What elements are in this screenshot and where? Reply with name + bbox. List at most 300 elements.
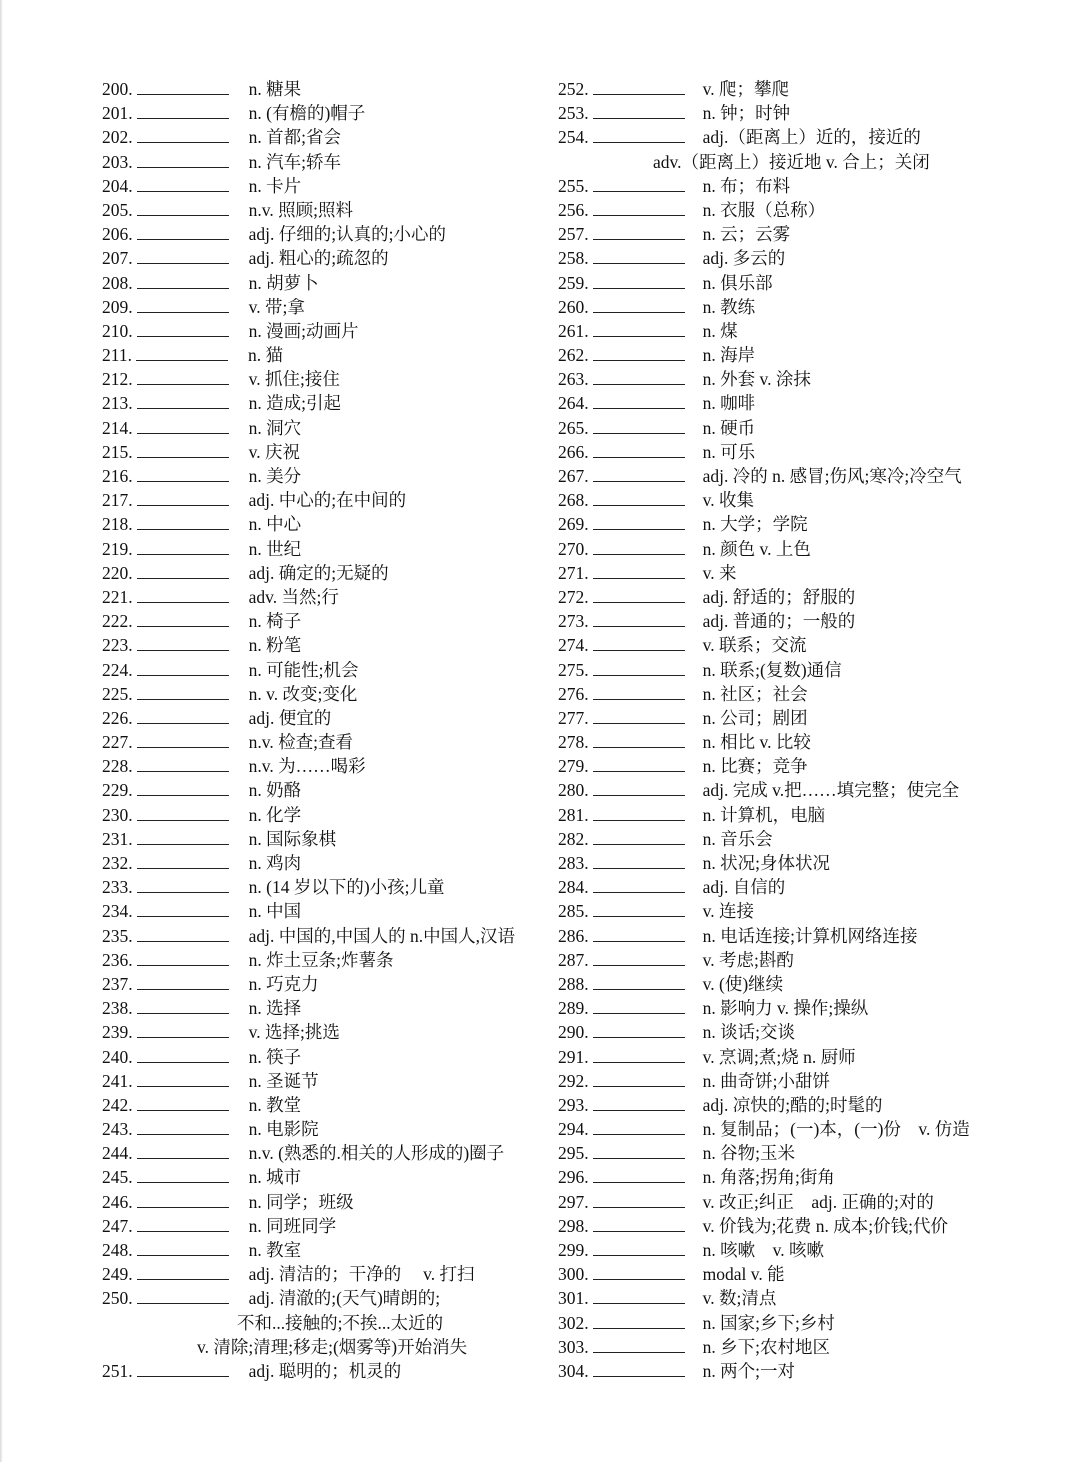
answer-blank[interactable] [137, 1045, 229, 1063]
vocab-entry [558, 391, 1058, 415]
answer-blank[interactable] [593, 222, 685, 240]
entry-number: 248. [102, 1240, 133, 1260]
vocab-entry [102, 537, 552, 561]
answer-blank[interactable] [593, 488, 685, 506]
vocab-entry [102, 1093, 552, 1117]
entry-definition: n. 炸土豆条;炸薯条 [248, 949, 394, 970]
entry-definition: n. 同班同学 [248, 1215, 337, 1236]
answer-blank[interactable] [137, 1165, 229, 1183]
entry-definition: n. 漫画;动画片 [248, 320, 359, 341]
vocab-entry [558, 101, 1058, 125]
vocab-entry [558, 1020, 1058, 1044]
vocab-entry [102, 899, 552, 923]
answer-blank[interactable] [137, 537, 229, 555]
entry-number: 258. [558, 248, 589, 269]
answer-blank[interactable] [593, 1238, 685, 1256]
entry-definition: adj. 普通的；一般的 [702, 611, 856, 632]
answer-blank[interactable] [137, 1262, 229, 1280]
entry-definition: n. 大学；学院 [702, 514, 808, 535]
answer-blank[interactable] [593, 730, 685, 748]
answer-blank[interactable] [593, 1190, 685, 1208]
entry-number: 247. [102, 1215, 133, 1236]
answer-blank[interactable] [593, 875, 685, 893]
entry-number: 203. [102, 151, 133, 172]
vocab-entry [102, 512, 552, 536]
entry-number: 286. [558, 925, 589, 946]
entry-definition: n. 咖啡 [702, 393, 756, 414]
entry-number: 238. [102, 998, 133, 1019]
answer-blank[interactable] [593, 1165, 685, 1183]
answer-blank[interactable] [137, 295, 229, 313]
entry-number: 244. [102, 1143, 133, 1164]
vocab-entry [102, 222, 552, 246]
entry-definition: adj.（距离上）近的，接近的 [702, 127, 921, 148]
entry-number: 255. [558, 175, 589, 196]
vocab-entry [558, 512, 1058, 536]
answer-blank[interactable] [137, 512, 229, 530]
answer-blank[interactable] [137, 1141, 229, 1159]
vocab-entry [558, 972, 1058, 996]
entry-number: 288. [558, 973, 589, 994]
answer-blank[interactable] [137, 198, 229, 216]
vocab-entry [102, 948, 552, 972]
entry-number: 218. [102, 514, 133, 535]
answer-blank[interactable] [593, 803, 685, 821]
answer-blank[interactable] [137, 1238, 229, 1256]
right-column [558, 77, 1058, 1383]
entry-definition: n. 复制品；(一)本，(一)份 v. 仿造 [702, 1119, 970, 1140]
entry-definition: n.v. (熟悉的.相关的人形成的)圈子 [248, 1143, 505, 1164]
entry-number: 221. [102, 586, 133, 607]
entry-number: 209. [102, 296, 133, 317]
entry-definition: n. 状况;身体状况 [702, 853, 830, 873]
answer-blank[interactable] [593, 658, 685, 676]
entry-number: 213. [102, 393, 133, 414]
entry-definition: n. 教练 [702, 296, 756, 317]
answer-blank[interactable] [593, 827, 685, 845]
entry-number: 266. [558, 441, 589, 462]
entry-definition: adj. 舒适的；舒服的 [702, 586, 856, 607]
answer-blank[interactable] [137, 609, 229, 627]
vocab-entry [102, 440, 552, 464]
entry-number: 299. [558, 1240, 589, 1260]
answer-blank[interactable] [137, 972, 229, 990]
answer-blank[interactable] [137, 271, 229, 289]
answer-blank[interactable] [137, 585, 229, 603]
entry-definition: adv.（距离上）接近地 v. 合上；关闭 [653, 151, 930, 172]
answer-blank[interactable] [593, 1069, 685, 1087]
entry-number: 302. [558, 1312, 589, 1333]
answer-blank[interactable] [137, 391, 229, 409]
vocab-entry [102, 609, 552, 633]
entry-definition: n. 音乐会 [702, 828, 773, 849]
answer-blank[interactable] [593, 924, 685, 942]
vocab-entry [558, 1311, 1058, 1335]
vocab-entry [558, 246, 1058, 270]
entry-number: 267. [558, 466, 589, 486]
entry-number: 214. [102, 417, 133, 438]
entry-definition: n. 比赛；竞争 [702, 756, 808, 777]
vocab-entry [558, 416, 1058, 440]
entry-definition: n. 同学；班级 [248, 1191, 354, 1212]
vocab-entry [558, 1165, 1058, 1189]
answer-blank[interactable] [137, 924, 229, 942]
answer-blank[interactable] [593, 633, 685, 651]
answer-blank[interactable] [593, 1262, 685, 1280]
answer-blank[interactable] [137, 464, 229, 482]
entry-definition: v. 价钱为;花费 n. 成本;价钱;代价 [702, 1215, 948, 1236]
vocab-entry [102, 1069, 552, 1093]
entry-definition: n. 世纪 [248, 538, 302, 559]
entry-number: 252. [558, 79, 589, 99]
vocab-entry [102, 633, 552, 657]
answer-blank[interactable] [137, 706, 229, 724]
vocab-entry [102, 875, 552, 899]
answer-blank[interactable] [593, 996, 685, 1014]
vocab-entry [558, 633, 1058, 657]
entry-definition: n. 美分 [248, 466, 302, 486]
vocab-entry [558, 924, 1058, 948]
vocab-entry [558, 198, 1058, 222]
vocab-entry [102, 246, 552, 270]
vocab-entry [102, 658, 552, 682]
vocab-entry [102, 174, 552, 198]
answer-blank[interactable] [593, 537, 685, 555]
answer-blank[interactable] [137, 125, 229, 143]
entry-definition: n.v. 照顾;照料 [248, 199, 353, 220]
entry-definition: n. 曲奇饼;小甜饼 [702, 1070, 830, 1091]
vocab-entry [102, 585, 552, 609]
entry-definition: n. 城市 [248, 1167, 302, 1188]
entry-number: 222. [102, 611, 133, 632]
answer-blank[interactable] [593, 198, 685, 216]
answer-blank[interactable] [137, 754, 229, 772]
entry-definition: n. 钟；时钟 [702, 103, 791, 124]
left-column [102, 77, 552, 1383]
answer-blank[interactable] [593, 585, 685, 603]
answer-blank[interactable] [593, 391, 685, 409]
entry-definition: n. 教室 [248, 1240, 302, 1260]
entry-definition: n. (14 岁以下的)小孩;儿童 [248, 877, 445, 898]
answer-blank[interactable] [137, 875, 229, 893]
answer-blank[interactable] [137, 488, 229, 506]
answer-blank[interactable] [593, 464, 685, 482]
entry-number: 287. [558, 949, 589, 970]
entry-number: 251. [102, 1360, 133, 1381]
answer-blank[interactable] [593, 440, 685, 458]
vocab-entry [558, 827, 1058, 851]
entry-definition: n.v. 为……喝彩 [248, 756, 366, 777]
vocab-entry [558, 77, 1058, 101]
entry-number: 240. [102, 1046, 133, 1067]
entry-number: 269. [558, 514, 589, 535]
entry-definition: n. 俱乐部 [702, 272, 773, 293]
answer-blank[interactable] [137, 1190, 229, 1208]
answer-blank[interactable] [593, 561, 685, 579]
entry-definition: adj. 清澈的;(天气)晴朗的; [248, 1288, 441, 1309]
vocab-entry [102, 730, 552, 754]
entry-definition: adj. 聪明的；机灵的 [248, 1360, 402, 1381]
vocab-entry [558, 778, 1058, 802]
vocab-entry [558, 1335, 1058, 1359]
vocab-entry [558, 1141, 1058, 1165]
entry-number: 273. [558, 611, 589, 632]
answer-blank[interactable] [593, 1286, 685, 1304]
entry-definition: modal v. 能 [702, 1264, 785, 1285]
entry-definition: adv. 当然;行 [248, 586, 339, 607]
answer-blank[interactable] [137, 367, 229, 385]
vocab-entry [558, 488, 1058, 512]
entry-number: 211. [102, 345, 132, 366]
answer-blank[interactable] [593, 778, 685, 796]
vocab-entry [102, 125, 552, 149]
entry-definition: v. (使)继续 [702, 973, 784, 994]
entry-number: 224. [102, 659, 133, 680]
entry-definition: v. 考虑;斟酌 [702, 949, 794, 970]
entry-number: 294. [558, 1119, 589, 1140]
entry-number: 262. [558, 345, 589, 366]
vocab-entry [558, 851, 1058, 875]
answer-blank[interactable] [593, 416, 685, 434]
entry-number: 230. [102, 804, 133, 825]
answer-blank[interactable] [593, 367, 685, 385]
answer-blank[interactable] [593, 754, 685, 772]
answer-blank[interactable] [137, 778, 229, 796]
entry-number: 254. [558, 127, 589, 148]
answer-blank[interactable] [137, 1069, 229, 1087]
entry-number: 283. [558, 853, 589, 873]
answer-blank[interactable] [137, 996, 229, 1014]
entry-number: 284. [558, 877, 589, 898]
answer-blank[interactable] [137, 1214, 229, 1232]
answer-blank[interactable] [593, 1141, 685, 1159]
vocab-entry [558, 125, 1058, 149]
entry-number: 216. [102, 466, 133, 486]
entry-number: 206. [102, 224, 133, 245]
entry-number: 261. [558, 320, 589, 341]
entry-definition: n. 圣诞节 [248, 1070, 319, 1091]
answer-blank[interactable] [593, 77, 685, 95]
entry-definition: n. 胡萝卜 [248, 272, 319, 293]
vocab-entry [558, 295, 1058, 319]
answer-blank[interactable] [593, 271, 685, 289]
vocab-entry [558, 1190, 1058, 1214]
entry-definition: n. 布；布料 [702, 175, 791, 196]
answer-blank[interactable] [137, 1359, 229, 1377]
entry-number: 263. [558, 369, 589, 390]
entry-definition: n. 国际象棋 [248, 828, 337, 849]
entry-number: 226. [102, 707, 133, 728]
entry-definition: adj. 便宜的 [248, 707, 332, 728]
vocab-entry [558, 754, 1058, 778]
answer-blank[interactable] [137, 899, 229, 917]
answer-blank[interactable] [593, 609, 685, 627]
vocab-entry [102, 488, 552, 512]
answer-blank[interactable] [137, 1093, 229, 1111]
answer-blank[interactable] [137, 222, 229, 240]
entry-number: 201. [102, 103, 133, 124]
entry-definition: n. 相比 v. 比较 [702, 732, 811, 753]
entry-number: 227. [102, 732, 133, 753]
entry-definition: n. 谈话;交谈 [702, 1022, 795, 1043]
entry-definition: n. 社区；社会 [702, 683, 808, 704]
answer-blank[interactable] [593, 972, 685, 990]
entry-definition: 不和...接触的;不挨...太近的 [237, 1312, 444, 1333]
vocab-entry [102, 464, 552, 488]
answer-blank[interactable] [593, 343, 685, 361]
entry-definition: v. 连接 [702, 901, 754, 922]
answer-blank[interactable] [137, 827, 229, 845]
answer-blank[interactable] [593, 1335, 685, 1353]
vocab-entry [558, 319, 1058, 343]
answer-blank[interactable] [593, 319, 685, 337]
entry-number: 290. [558, 1022, 589, 1043]
entry-definition: n. 外套 v. 涂抹 [702, 369, 811, 390]
vocab-entry [102, 827, 552, 851]
answer-blank[interactable] [137, 948, 229, 966]
answer-blank[interactable] [137, 246, 229, 264]
vocab-entry [558, 875, 1058, 899]
vocab-entry [102, 1262, 552, 1286]
entry-number: 237. [102, 973, 133, 994]
answer-blank[interactable] [137, 682, 229, 700]
entry-number: 272. [558, 586, 589, 607]
entry-definition: adj. 完成 v.把……填完整；使完全 [702, 780, 960, 801]
vocab-entry [102, 101, 552, 125]
entry-number: 280. [558, 780, 589, 801]
entry-number: 304. [558, 1360, 589, 1381]
vocab-entry [102, 1141, 552, 1165]
entry-number: 271. [558, 562, 589, 583]
entry-definition: n. 谷物;玉米 [702, 1143, 795, 1164]
vocab-entry [102, 1165, 552, 1189]
answer-blank[interactable] [593, 295, 685, 313]
entry-number: 291. [558, 1046, 589, 1067]
entry-number: 289. [558, 998, 589, 1019]
entry-number: 202. [102, 127, 133, 148]
answer-blank[interactable] [593, 682, 685, 700]
entry-definition: n. 筷子 [248, 1046, 302, 1067]
answer-blank[interactable] [593, 1045, 685, 1063]
answer-blank[interactable] [137, 150, 229, 168]
entry-number: 205. [102, 199, 133, 220]
answer-blank[interactable] [137, 561, 229, 579]
answer-blank[interactable] [593, 101, 685, 119]
vocab-entry [102, 1335, 552, 1359]
vocab-entry [558, 730, 1058, 754]
answer-blank[interactable] [593, 125, 685, 143]
entry-definition: adj. 仔细的;认真的;小心的 [248, 224, 446, 245]
answer-blank[interactable] [593, 899, 685, 917]
entry-number: 242. [102, 1094, 133, 1115]
answer-blank[interactable] [137, 851, 229, 869]
entry-definition: n. 粉笔 [248, 635, 302, 656]
entry-number: 233. [102, 877, 133, 898]
entry-number: 256. [558, 199, 589, 220]
vocab-entry [102, 1214, 552, 1238]
vocab-entry [102, 343, 552, 367]
answer-blank[interactable] [137, 416, 229, 434]
answer-blank[interactable] [593, 512, 685, 530]
entry-number: 295. [558, 1143, 589, 1164]
answer-blank[interactable] [137, 803, 229, 821]
answer-blank[interactable] [593, 1117, 685, 1135]
vocab-entry [102, 1020, 552, 1044]
answer-blank[interactable] [593, 851, 685, 869]
answer-blank[interactable] [593, 948, 685, 966]
entry-definition: n. 电影院 [248, 1119, 319, 1140]
answer-blank[interactable] [593, 174, 685, 192]
answer-blank[interactable] [593, 246, 685, 264]
answer-blank[interactable] [137, 319, 229, 337]
vocab-entry [102, 972, 552, 996]
vocab-entry [102, 416, 552, 440]
answer-blank[interactable] [593, 1020, 685, 1038]
answer-blank[interactable] [593, 706, 685, 724]
entry-number: 241. [102, 1070, 133, 1091]
entry-number: 278. [558, 732, 589, 753]
answer-blank[interactable] [137, 174, 229, 192]
answer-blank[interactable] [137, 1117, 229, 1135]
entry-definition: adj. 确定的;无疑的 [248, 562, 389, 583]
answer-blank[interactable] [593, 1359, 685, 1377]
vocab-entry [558, 1214, 1058, 1238]
answer-blank[interactable] [137, 658, 229, 676]
answer-blank[interactable] [593, 1311, 685, 1329]
answer-blank[interactable] [137, 101, 229, 119]
entry-definition: n. 奶酪 [248, 780, 302, 801]
answer-blank[interactable] [593, 1214, 685, 1232]
entry-number: 246. [102, 1191, 133, 1212]
answer-blank[interactable] [137, 633, 229, 651]
entry-definition: n. 乡下;农村地区 [702, 1336, 830, 1357]
entry-number: 229. [102, 780, 133, 801]
vocab-entry [102, 706, 552, 730]
entry-number: 301. [558, 1288, 589, 1309]
vocab-entry [102, 295, 552, 319]
entry-number: 219. [102, 538, 133, 559]
vocab-entry [102, 150, 552, 174]
vocab-entry [558, 561, 1058, 585]
vocab-entry [558, 996, 1058, 1020]
entry-number: 207. [102, 248, 133, 269]
entry-number: 200. [102, 79, 133, 99]
entry-definition: v. 抓住;接住 [248, 369, 340, 390]
entry-definition: n. 硬币 [702, 417, 756, 438]
entry-definition: n. 联系;(复数)通信 [702, 659, 842, 680]
answer-blank[interactable] [137, 1020, 229, 1038]
entry-number: 243. [102, 1119, 133, 1140]
entry-definition: n. 教堂 [248, 1094, 302, 1115]
vocab-entry [102, 1238, 552, 1262]
vocab-entry [558, 440, 1058, 464]
vocab-entry [102, 851, 552, 875]
vocab-entry [102, 1359, 552, 1383]
vocab-entry [102, 754, 552, 778]
answer-blank[interactable] [137, 440, 229, 458]
answer-blank[interactable] [137, 730, 229, 748]
entry-definition: v. 数;清点 [702, 1288, 777, 1309]
answer-blank[interactable] [137, 1286, 229, 1304]
entry-number: 236. [102, 949, 133, 970]
entry-number: 253. [558, 103, 589, 124]
entry-number: 225. [102, 683, 133, 704]
answer-blank[interactable] [593, 1093, 685, 1111]
entry-definition: n. 衣服（总称） [702, 199, 826, 220]
answer-blank[interactable] [136, 343, 228, 361]
vocab-entry [558, 658, 1058, 682]
answer-blank[interactable] [137, 77, 229, 95]
